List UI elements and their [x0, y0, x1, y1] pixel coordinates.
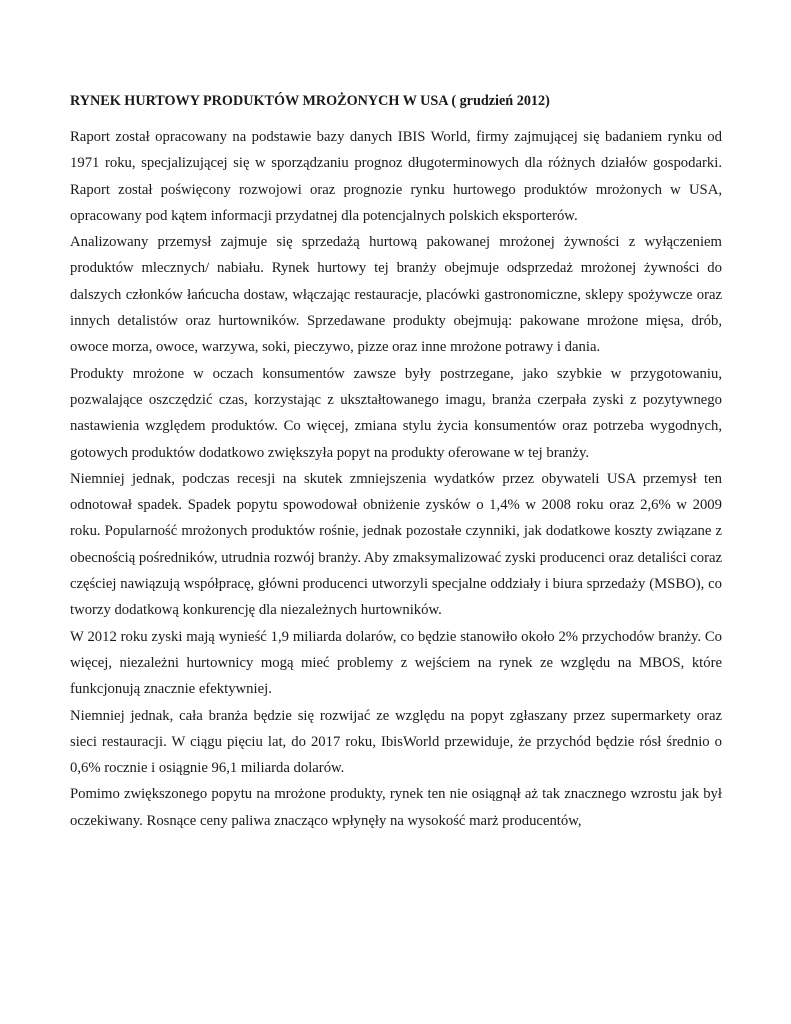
paragraph-recession: Niemniej jednak, podczas recesji na skutek zmniejszenia wydatków przez obywateli USA przemysł ten odnotował spadek. Spadek popytu spowodował obniżenie zysków o 1,4% w 2008 roku oraz 2,6% w 2009 roku. Popularność mrożonych produktów rośnie, jednak pozostałe czynniki, jak dodatkowe koszty związane z obecnością pośredników, utrudnia rozwój branży. Aby zmaksymalizować zyski producenci oraz detaliści coraz częściej nawiązują współpracę, główni producenci utworzyli specjalne oddziały i biura sprzedaży (MSBO), co tworzy dodatkową konkurencję dla niezależnych hurtowników. — [70, 470, 722, 619]
document-page — [70, 92, 722, 834]
paragraph-forecast: Niemniej jednak, cała branża będzie się rozwijać ze względu na popyt zgłaszany przez supermarkety oraz sieci restauracji. W ciągu pięciu lat, do 2017 roku, IbisWorld przewiduje, że przychód będzie rósł średnio o 0,6% rocznie i osiągnie 96,1 miliarda dolarów. — [70, 707, 722, 777]
document-title: RYNEK HURTOWY PRODUKTÓW MROŻONYCH W USA ( grudzień 2012) — [70, 93, 550, 109]
paragraph-consumer-perception: Produkty mrożone w oczach konsumentów zawsze były postrzegane, jako szybkie w przygotowaniu, pozwalające oszczędzić czas, korzystając z ukształtowanego imagu, branża czerpała zyski z pozytywnego nastawienia względem produktów. Co więcej, zmiana stylu życia konsumentów oraz potrzeba wygodnych, gotowych produktów dodatkowo zwiększyła popyt na produkty oferowane w tej branży. — [70, 365, 722, 461]
paragraph-industry-scope: Analizowany przemysł zajmuje się sprzedażą hurtową pakowanej mrożonej żywności z wyłączeniem produktów mlecznych/ nabiału. Rynek hurtowy tej branży obejmuje odsprzedaż mrożonej żywności do dalszych członków łańcucha dostaw, włączając restauracje, placówki gastronomiczne, sklepy spożywcze oraz innych detalistów oraz hurtowników. Sprzedawane produkty obejmują: pakowane mrożone mięsa, drób, owoce morza, owoce, warzywa, soki, pieczywo, pizze oraz inne mrożone potrawy i dania. — [70, 234, 722, 356]
paragraph-intro: Raport został opracowany na podstawie bazy danych IBIS World, firmy zajmującej się badaniem rynku od 1971 roku, specjalizującej się w sporządzaniu prognoz długoterminowych dla różnych działów gospodarki. Raport został poświęcony rozwojowi oraz prognozie rynku hurtowego produktów mrożonych w USA, opracowany pod kątem informacji przydatnej dla potencjalnych polskich eksporterów. — [70, 129, 722, 224]
paragraph-fuel-prices: Pomimo zwiększonego popytu na mrożone produkty, rynek ten nie osiągnął aż tak znacznego wzrostu jak był oczekiwany. Rosnące ceny paliwa znacząco wpłynęły na wysokość marż producentów, — [70, 786, 722, 829]
paragraph-2012-profits: W 2012 roku zyski mają wynieść 1,9 miliarda dolarów, co będzie stanowiło około 2% przychodów branży. Co więcej, niezależni hurtownicy mogą mieć problemy z wejściem na rynek ze względu na MBOS, które funkcjonują znacznie efektywniej. — [70, 628, 722, 698]
